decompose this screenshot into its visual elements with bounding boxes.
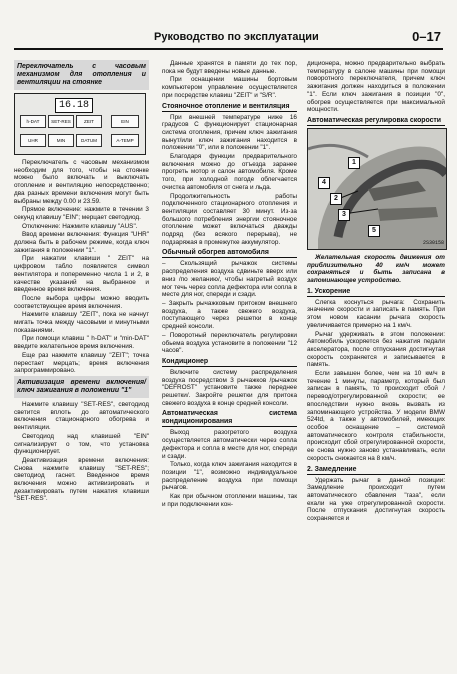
photo-marker-5: 5: [368, 225, 380, 237]
panel-key-set-res: SET-RES: [48, 115, 74, 128]
paragraph: Нажмите клавишу "ZEIT", пока не начнут мигать точка между часовыми и минутными показаниями.: [14, 311, 149, 334]
paragraph: Светодиод над клавишей "EIN" сигнализирует о том, что установка функционирует.: [14, 432, 149, 456]
photo-marker-2: 2: [330, 193, 342, 205]
panel-key-min: MIN: [48, 134, 74, 147]
panel-key-uhr: UHR: [20, 134, 46, 147]
subheading: 2. Замедление: [307, 466, 445, 475]
paragraph: Только, когда ключ зажигания находится в позиции "1", возможно индивидуальное распределение воздуха при помощи рычагов.: [162, 461, 297, 492]
paragraph: Деактивизация времени включения: Снова нажмите клавишу "SET-RES"; светодиод гаснет. Введенное время включения можно активизировать и дезактивировать путем нажатия клавиши "SET-RES".: [14, 456, 149, 503]
subheading: Стояночное отопление и вентиляция: [162, 103, 297, 112]
paragraph: Ввод времени включения: Функция "UHR" должна быть в рабочем режиме, когда ключ зажигания в положении "1".: [14, 231, 149, 254]
timer-control-panel-illustration: [14, 93, 146, 155]
paragraph: Слегка коснуться рычага: Сохранить значение скорости и записать в память. При этом новом касании рычага скорость увеличивается примерно на 1 км/ч.: [307, 298, 445, 329]
subheading: Автоматическая регулировка скорости: [307, 117, 445, 126]
paragraph: Рычаг удерживать в этом положении: Автомобиль ускоряется без нажатия педали акселератора, после отпускания достигнутая скорость сохраняется и записывается в память.: [307, 330, 445, 369]
paragraph: – Скользящий рычажок системы распределения воздуха сдвиньте вверх или вниз /по желанию/, чтобы нагретый воздух мог течь через сопла дефектора или сопла в месте для ног, спереди и сзади.: [162, 260, 297, 299]
photo-code: 2S30158: [422, 240, 444, 247]
paragraph: Благодаря функции предварительного включения можно до отъезда заранее прогреть мотор и салон автомобиля. Кроме того, при холодной погоде облегчается очистка автомобиля от снега и льда.: [162, 153, 297, 191]
panel-key-zeit: ZEIT: [76, 115, 102, 128]
panel-key-a-temp: A-TEMP: [111, 134, 139, 147]
paragraph: Данные хранятся в памяти до тех пор, пока не будут введены новые данные.: [162, 60, 297, 75]
paragraph: Переключатель с часовым механизмом необходим для того, чтобы на стоянке можно было включать и выключать отопление и вентиляцию непосредственно; два разных времени включения могут быть выбраны между 0.00 и 23.59.: [14, 159, 149, 205]
subheading: Обычный обогрев автомобиля: [162, 249, 297, 258]
section-heading: Переключатель с часовым механизмом для отопления и вентиляции на стоянке: [14, 60, 149, 90]
photo-marker-4: 4: [318, 177, 330, 189]
paragraph: – Поворотный переключатель регулировки обьема воздуха установите в положении "12 часов".: [162, 331, 297, 355]
paragraph: Как при обычном отоплении машины, так и при подключении кон-: [162, 493, 297, 508]
paragraph: При оснащении машины бортовым компьютером управление осуществляется при посредстве клавиш "ZEIT" и "S/R".: [162, 76, 297, 99]
paragraph: Удержать рычаг в данной позиции: Замедление происходит путем автоматического сбавления "газа", если ехали на уже отрегулированной скорости. После отпускания достигнутая скорость сохраняется и: [307, 476, 445, 523]
page-header: [14, 30, 443, 50]
column-right: [307, 60, 445, 524]
paragraph: Отключение: Нажмите клавишу "AUS".: [22, 222, 138, 230]
panel-key-datum: DATUM: [76, 134, 102, 147]
paragraph: После выбора цифры можно вводить соответствующее время включения.: [14, 294, 149, 310]
column-left: [14, 60, 149, 504]
section-heading: Активизация времени включения/ключ зажигания в положении "1": [14, 376, 149, 398]
paragraph: Прямое включение: нажмите в течении 3 секунд клавишу "EIN"; мерцает светодиод.: [14, 206, 149, 221]
clock-display: 16.18: [55, 98, 93, 113]
figure-caption: Желательная скорость движения от приблизительно 40 км/ч может сохраняться и быть записана в запоминающее устройство.: [307, 253, 445, 285]
panel-key-ein: EIN: [111, 115, 139, 128]
column-middle: [162, 60, 297, 509]
paragraph: диционера, можно предварительно выбрать температуру в салоне машины при помощи поворотного переключателя, причем ключ зажигания должен находиться в положении "1". Если ключ зажигания в позиции "0", обогрев осуществляется при максимальной мощности.: [307, 60, 445, 114]
subheading: Автоматическая система кондиционирования: [162, 410, 297, 426]
paragraph: Выход разогретого воздуха осуществляется автоматически через сопла дефектора и сопла в месте для ног, спереди и сзади.: [162, 429, 297, 460]
page-number: 0–17: [412, 29, 441, 44]
header-title: Руководство по эксплуатации: [154, 31, 319, 43]
subheading: 1. Ускорение: [307, 288, 445, 297]
paragraph: Продолжительность работы подключенного стационарного отопления и вентиляции составляет 30 минут. Из-за большого потребления энергии стояночное отопление может включаться дважды подряд (без всякого перерыва), не подзаряжая в промежутке аккумулятор.: [162, 192, 297, 246]
panel-key-h-dat: h-DAT: [20, 115, 46, 128]
paragraph: Нажмите клавишу "SET-RES", светодиод светится вплоть до автоматического включения стационарного обогрева и вентиляции.: [14, 400, 149, 432]
paragraph: При внешней температуре ниже 16 градусов С функционирует стационарная система отопления, причем ключ зажигания вынут/или ключ зажигания находится в положении "0", или в положении "1".: [162, 113, 297, 152]
photo-marker-1: 1: [348, 157, 360, 169]
photo-marker-3: 3: [338, 209, 350, 221]
cruise-control-lever-photo: [307, 128, 447, 250]
paragraph: Включите систему распределения воздуха посредством 3 рычажков /рычажок "DEFROST" установите также переднее решетки/. Закройте решетки для притока свежего воздуха в конце средней консоли.: [162, 368, 297, 407]
paragraph: Если завышен более, чем на 10 км/ч в течение 1 минуты, параметр, который был записан в память, то происходит сбой /перевод/отрегулированной скорости; ее впоследствии нужно вновь вызвать из запоминающего устройства. У модели BMW 524td, а также у автомобилей, имеющих особое оснащение – системой автоматического контроля стабильности, происходит сбой отрегулированной скорости, ее снова нужно заново устанавливать, если скорость снижается на 8 км/ч.: [307, 370, 445, 462]
paragraph: Еще раз нажмите клавишу "ZEIT"; точка перестает мерцать; время включения запрограммировано.: [14, 351, 149, 375]
paragraph: – Закрыть рычажковым притоком внешнего воздуха, а также свежего воздуха, поступающего через решетки в конце средней консоли.: [162, 299, 297, 331]
subheading: Кондиционер: [162, 358, 297, 367]
paragraph: При нажатии клавиши " ZEIT" на цифровом табло появляется символ вентилятора и попеременно числа 1 и 2, в качестве указаний на выбранное и введенное время включения.: [14, 255, 149, 294]
paragraph: При помощи клавиш " h-DAT" и "min-DAT" введите желательное время включения.: [14, 335, 149, 351]
